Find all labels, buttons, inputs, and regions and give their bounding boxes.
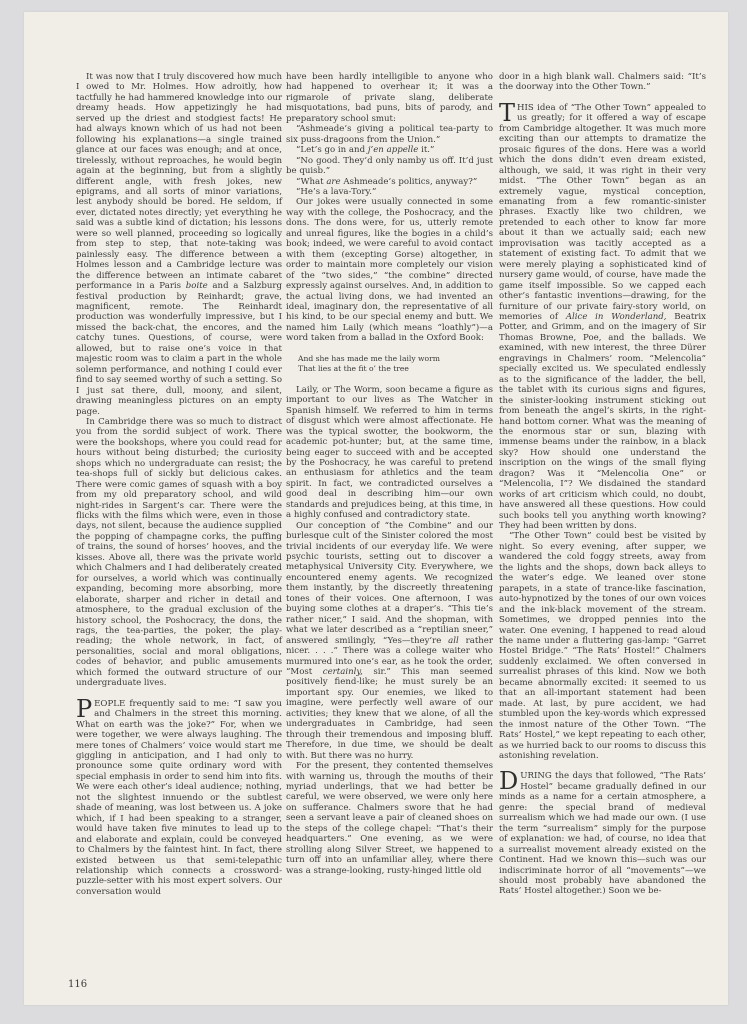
italic-text: are <box>326 176 341 187</box>
text-run: “What <box>296 176 327 187</box>
dialogue-line: “No good. They’d only namby us off. It’d just be quisb.” <box>286 155 493 177</box>
text-run: Ashmeade’s politics, anyway?” <box>340 176 478 187</box>
drop-cap: P <box>76 694 93 723</box>
text-run: Our conception of “the Combine” and our burlesque cult of the Sinister colored the most trivial incidents of our everyday life. We were psychic tourists, setting out to discover a metaphysical University City. Everywhere, we encountered enemy agents. We recognized them instantly, by the discreetly threatening tones of their voices. One afternoon, I was buying some clothes at a draper’s. “This tie’s rather nicer,” I said. And the shopman, with what we later described as a “reptilian sneer,” answered smilingly, “Yes—they’re <box>286 520 493 646</box>
text-run: and a Salzburg festival production by Reinhardt; grave, magnificent, remote. The Reinhardt production was wonderfully impressive, but I missed the back-chat, the encores, and the catchy tunes. Questions, of course, were allowed, but to raise one’s voice in that majestic room was to claim a part in the whole solemn performance, and nothing I could ever find to say seemed worthy of such a setting. So I just sat there, dull, moony, and silent, drawing meaningless pictures on an empty page. <box>76 281 282 417</box>
text-run: Beatrix Potter, and Grimm, and on the imagery of Sir Thomas Browne, Poe, and the ballads. We examined, with new interest, the three Dürer engravings in Chalmers’ room. “Melencolia” specially excited us. We speculated endlessly as to the significance of the ladder, the bell, the tablet with its curious signs and figures, the sinister-looking instrument sticking out from beneath the angel’s skirts, in the right-hand bottom corner. What was the meaning of the enormous star or sun, blazing with immense beams under the rainbow, in a black sky? How should one understand the inscription on the wings of the small flying dragon? Was it “Melencolia One” or “Melencolia, I”? We disdained the standard works of art criticism which could, no doubt, have answered all these questions. How could such books tell you anything worth knowing? They had been written by dons. <box>499 311 706 532</box>
text-run: rather nicer. . . .” There was a college waiter who murmured into one’s ear, as he took the order, “Most <box>286 635 493 678</box>
book-page <box>24 12 728 1005</box>
verse-line: And she has made me the laily worm <box>298 353 440 363</box>
verse-line: That lies at the fit o’ the tree <box>298 364 409 374</box>
drop-cap: T <box>499 98 516 127</box>
text-run: it.” <box>418 145 435 156</box>
text-run: sir.” This man seemed positively fiend-like; he must surely be an important spy. Our enemies, we liked to imagine, were perfectly well aware of our activities; they knew that we alone, of all the undergraduates in Cambridge, had seen through their tremendous and imposing bluff. Therefore, in due time, we should be dealt with. But there was no hurry. <box>286 667 493 761</box>
ballad-quote <box>298 354 493 375</box>
section-opening-paragraph <box>499 98 706 532</box>
lead-in-caps: URING <box>520 771 552 782</box>
dialogue-line: “He’s a lava-Tory.” <box>296 186 377 197</box>
section-opening-paragraph <box>76 694 282 898</box>
lead-in-caps: EOPLE <box>94 698 126 709</box>
italic-text: Alice in Wonderland, <box>565 311 667 322</box>
page-number: 116 <box>68 979 88 990</box>
paragraph <box>76 72 282 417</box>
text-column-1 <box>76 72 282 897</box>
text-column-2 <box>286 72 493 876</box>
italic-text: j’en appelle <box>367 145 419 156</box>
dialogue-line <box>286 177 493 187</box>
paragraph: “The Other Town” could best be visited by night. So every evening, after supper, we wandered the cold foggy streets, away from the lights and the shops, down back alleys to the water’s edge. We leaned over stone parapets, in a state of trance-like fascination, auto-hypnotized by the tones of our own voices and the ink-black movement of the stream. Sometimes, we dropped pennies into the water. One evening, I happened to read aloud the name under a fluttering gas-lamp: “Garret Hostel Bridge.” “The Rats’ Hostel!” Chalmers suddenly exclaimed. We often conversed in surrealist phrases of this kind. Now we both became abnormally excited: it seemed to us that an all-important statement had been made. At last, by pure accident, we had stumbled upon the key-words which expressed the inmost nature of the Other Town. “The Rats’ Hostel,” we kept repeating to each other, as we hurried back to our rooms to discuss this astonishing revelation. <box>499 531 706 761</box>
italic-text: boite <box>185 281 208 292</box>
text-run: It was now that I truly discovered how much I owed to Mr. Holmes. How adroitly, how tactfully he had hammered knowledge into our dreamy heads. How appetizingly he had served up the driest and stodgiest facts! He had always known which of us had not been following his explanations—a single trained glance at our faces was enough; and at once, tirelessly, without reproaches, he would begin again at the beginning, but from a slightly different angle, with fresh jokes, new epigrams, and all sorts of minor variations, lest anybody should be bored. He seldom, if ever, dictated notes directly; yet everything he said was a subtle kind of dictation; his lessons were so well planned, proceeding so logically from step to step, that note-taking was painlessly easy. The difference between a Holmes lesson and a Cambridge lecture was the difference between an intimate cabaret performance in a Paris <box>76 72 282 292</box>
italic-text: all <box>448 635 459 646</box>
text-run: “Let’s go in and <box>296 145 368 156</box>
paragraph: have been hardly intelligible to anyone who had happened to overhear it; it was a rigmarole of private slang, deliberate misquotations, bad puns, bits of parody, and preparatory school smut: <box>286 72 493 124</box>
text-run: frequently said to me: “I saw you and Chalmers in the street this morning. What on earth was the joke?” For, when we were together, we were always laughing. The mere tones of Chalmers’ voice would start me giggling in anticipation, and I had only to pronounce some quite ordinary word with special emphasis in order to send him into fits. We were each other’s ideal audience; nothing, not the slightest innuendo or the subtlest shade of meaning, was lost between us. A joke which, if I had been speaking to a stranger, would have taken five minutes to lead up to and elaborate and explain, could be conveyed to Chalmers by the faintest hint. In fact, there existed between us that semi-telepathic relationship which connects a crossword-puzzle-setter with his most expert solvers. Our conversation would <box>76 698 282 897</box>
text-run: the days that followed, “The Rats’ Hostel” became gradually defined in our minds as a name for a certain atmosphere, a genre: the special brand of medieval surrealism which we had made our own. (I use the term “surrealism” simply for the purpose of explanation: we had, of course, no idea that a surrealist movement already existed on the Continent. Had we known this—such was our indiscriminate horror of all “movements”—we should most probably have abandoned the Rats’ Hostel altogether.) Soon we be- <box>499 771 706 897</box>
dialogue-line <box>286 145 493 155</box>
paragraph: In Cambridge there was so much to distract you from the sordid subject of work. There were the bookshops, where you could read for hours without being disturbed; the curiosity shops which no undergraduate can resist; the tea-shops full of sickly but delicious cakes. There were comic games of squash with a boy from my old preparatory school, and wild night-rides in Sargent’s car. There were the flicks with the films which were, even in those days, not silent, because the audience supplied the popping of champagne corks, the puffing of trains, the sound of horses’ hooves, and the kisses. Above all, there was the private world which Chalmers and I had deliberately created for ourselves, a world which was continually expanding, becoming more absorbing, more elaborate, sharper and richer in detail and atmosphere, to the gradual exclusion of the history school, the Poshocracy, the dons, the rags, the tea-parties, the poker, the play-reading; the whole network, in fact, of personalities, social and moral obligations, codes of behavior, and public amusements which formed the outward structure of our undergraduate lives. <box>76 416 282 689</box>
paragraph: For the present, they contented themselves with warning us, through the mouths of their myriad underlings, that we had better be careful, we were observed, we were only here on sufferance. Chalmers swore that he had seen a servant leave a pair of cleaned shoes on the steps of the college chapel: “That’s their headquarters.” One evening, as we were strolling along Silver Street, we happened to turn off into an unfamiliar alley, where there was a strange-looking, rusty-hinged little old <box>286 761 493 876</box>
text-run: idea of “The Other Town” appealed to us greatly; for it offered a way of escape from Cambridge altogether. It was much more exciting than our attempts to dramatize the prosaic figures of the dons. Here was a world which the dons didn’t even dream existed, although, we said, it was right in their very midst. “The Other Town” began as an extremely vague, mystical conception, emanating from a few romantic-sinister phrases. Exactly like two children, we pretended to each other to know far more about it than we actually said; each new improvisation was tacitly accepted as a statement of existing fact. To admit that we were merely playing a sophisticated kind of nursery game would, of course, have made the game itself impossible. So we capped each other’s fantastic inventions—drawing, for the furniture of our private fairy-story world, on memories of <box>499 102 706 322</box>
paragraph <box>286 521 493 761</box>
drop-cap: D <box>499 767 519 796</box>
paragraph: door in a high blank wall. Chalmers said: “It’s the doorway into the Other Town.” <box>499 72 706 93</box>
dialogue-line: “Ashmeade’s giving a political tea-party to six puss-dragoons from the Union.” <box>286 124 493 145</box>
lead-in-caps: HIS <box>517 102 534 113</box>
italic-text: certainly, <box>322 667 363 678</box>
text-column-3 <box>499 72 706 897</box>
paragraph: Our jokes were usually connected in some way with the college, the Poshocracy, and the dons. The dons were, for us, utterly remote and unreal figures, like the bogies in a child’s book; indeed, we were careful to avoid contact with them (excepting Gorse) altogether, in order to maintain more completely our vision of the “two sides,” “the combine” directed expressly against ourselves. And, in addition to the actual living dons, we had invented an ideal, imaginary don, the representative of all his kind, to be our special enemy and butt. We named him Laily (which means “loathly”)—a word taken from a ballad in the Oxford Book: <box>286 197 493 344</box>
paragraph: Laily, or The Worm, soon became a figure as important to our lives as The Watcher in Spanish himself. We referred to him in terms of disgust which were almost affectionate. He was the typical swotter, the bookworm, the academic pot-hunter; but, at the same time, being eager to succeed with and be accepted by the Poshocracy, he was careful to pretend an enthusiasm for athletics and the team spirit. In fact, we contradicted ourselves a good deal in describing him—our own standards and prejudices being, at this time, in a highly confused and contradictory state. <box>286 384 493 521</box>
section-opening-paragraph <box>499 767 706 897</box>
